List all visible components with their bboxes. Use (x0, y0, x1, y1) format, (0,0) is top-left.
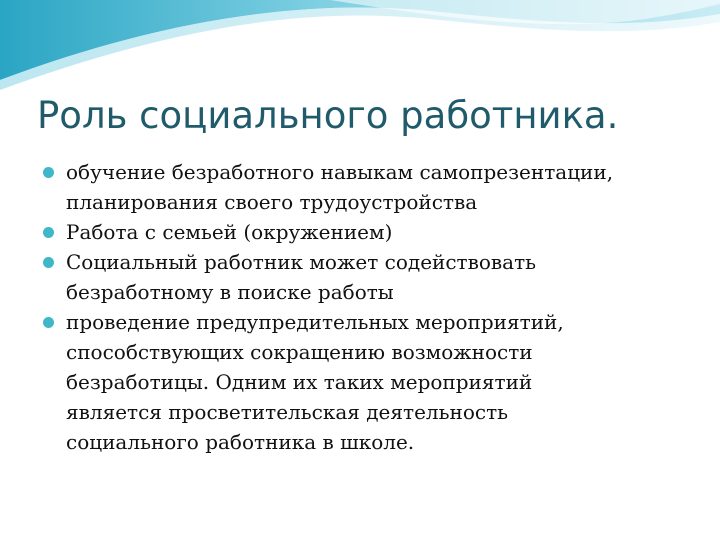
bullet-dot-icon (43, 317, 54, 328)
slide-title: Роль социального работника. (37, 94, 619, 137)
bullet-text-line: обучение безработного навыкам самопрезентации, (66, 160, 614, 184)
bullet-text-line: безработицы. Одним их таких мероприятий (66, 370, 533, 394)
bullet-dot-icon (43, 227, 54, 238)
bullet-item-family (40, 217, 700, 247)
bullet-text-line: Социальный работник может содействовать (66, 250, 537, 274)
bullet-text-line: безработному в поиске работы (66, 280, 394, 304)
bullet-text-line: планирования своего трудоустройства (66, 190, 478, 214)
bullet-list (40, 157, 700, 457)
bullet-item-job-search (40, 247, 700, 307)
bullet-text-line: проведение предупредительных мероприятий, (66, 310, 564, 334)
bullet-item-training (40, 157, 700, 217)
bullet-item-prevention (40, 307, 700, 457)
bullet-dot-icon (43, 257, 54, 268)
bullet-text-line: способствующих сокращению возможности (66, 340, 533, 364)
bullet-text-line: является просветительская деятельность (66, 400, 509, 424)
bullet-dot-icon (43, 167, 54, 178)
bullet-text-line: социального работника в школе. (66, 430, 415, 454)
bullet-text-line: Работа с семьей (окружением) (66, 220, 393, 244)
decorative-wave-header (0, 0, 720, 90)
